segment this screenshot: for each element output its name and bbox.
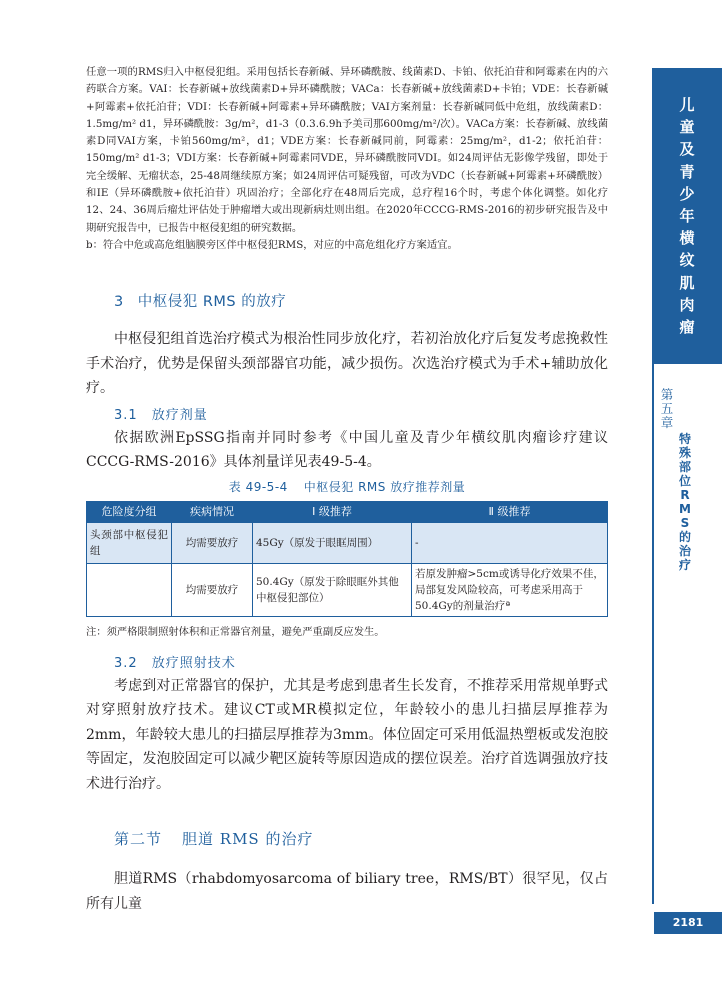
subsection-heading-3-1 — [114, 404, 608, 423]
table-note: 注：须严格限制照射体积和正常器官剂量，避免严重副反应发生。 — [86, 625, 385, 638]
section-heading-biliary — [114, 828, 608, 849]
table-title: 中枢侵犯 RMS 放疗推荐剂量 — [303, 479, 466, 494]
table-row — [87, 522, 608, 563]
subsection-title: 放疗剂量 — [151, 407, 208, 423]
cell-level-2: 若原发肿瘤>5cm或诱导化疗效果不佳，局部复发风险较高，可考虑采用高于50.4Gy的剂量治疗ª — [412, 563, 608, 616]
paragraph-dose: 依据欧洲EpSSG指南并同时参考《中国儿童及青少年横纹肌肉瘤诊疗建议CCCG-RMS-2016》具体剂量详见表49-5-4。 — [86, 429, 608, 471]
page-number: 2181 — [654, 912, 722, 934]
cell-disease: 均需要放疗 — [172, 522, 253, 563]
sidebar-divider — [652, 364, 654, 904]
cell-level-1: 45Gy（原发于眼眶周围） — [253, 522, 412, 563]
subsection-number: 3.1 — [114, 407, 138, 423]
footnote-b: b：符合中危或高危组脑膜旁区伴中枢侵犯RMS，对应的中高危组化疗方案适宜。 — [86, 238, 458, 251]
paragraph-treatment-mode: 中枢侵犯组首选治疗模式为根治性同步放化疗，若初治放化疗后复发考虑挽救性手术治疗，优势是保留头颈部器官功能，减少损伤。次选治疗模式为手术+辅助放化疗。 — [86, 331, 608, 397]
footnote-a: 任意一项的RMS归入中枢侵犯组。采用包括长春新碱、异环磷酰胺、线菌素D、卡铂、依托泊苷和阿霉素在内的六药联合方案。VAI：长春新碱+放线菌素D+异环磷酰胺；VACa：长春新碱+放线菌素D+卡铂；VDE：长春新碱+阿霉素+依托泊苷；VDI：长春新碱+阿霉素+异环磷酰胺；VAI方案剂量：长春新碱同低中危组，放线菌素D：1.5mg/m² d1，异环磷酰胺：3g/m²，d1-3（0.3.6.9h予美司那600mg/m²/次）。VACa方案：长春新碱、放线菌素D同VAI方案，卡铂560mg/m²，d1；VDE方案：长春新碱同前，阿霉素：25mg/m²，d1-2；依托泊苷：150mg/m² d1-3；VDI方案：长春新碱+阿霉素同VDE，异环磷酰胺同VDI。如24周评估无影像学残留，即处于完全缓解、无瘤状态，25-48周继续原方案；如24周评估可疑残留，可改为VDC（长春新碱+阿霉素+环磷酰胺）和IE（异环磷酰胺+依托泊苷）巩固治疗；全部化疗在48周后完成，总疗程16个时，考虑个体化调整。如化疗12、24、36周后瘤灶评估处于肿瘤增大或出现新病灶则出组。在2020年CCCG-RMS-2016的初步研究报告及中期研究报告中，已报告中枢侵犯组的研究数据。 — [86, 66, 608, 234]
subsection-heading-3-2 — [114, 652, 608, 671]
table-row — [87, 563, 608, 616]
chapter-section-title: 胆道 RMS 的治疗 — [182, 830, 314, 849]
chapter-label: 第五章 — [660, 387, 674, 430]
footnotes-block — [86, 64, 608, 254]
chapter-title: 特殊部位RMS的治疗 — [678, 432, 691, 572]
book-title: 儿童及青少年横纹肌肉瘤 — [679, 96, 695, 337]
subsection-number: 3.2 — [114, 655, 138, 671]
section-title: 中枢侵犯 RMS 的放疗 — [137, 294, 287, 311]
table-caption — [86, 478, 608, 495]
section-heading-3 — [114, 290, 608, 311]
sidebar-book-title-tab — [652, 68, 722, 364]
table-header-row — [87, 501, 608, 522]
cell-disease: 均需要放疗 — [172, 563, 253, 616]
cell-risk-group — [87, 563, 172, 616]
cell-level-2: - — [412, 522, 608, 563]
header-level-1: Ⅰ 级推荐 — [253, 501, 412, 522]
page-content — [86, 64, 608, 916]
header-level-2: Ⅱ 级推荐 — [412, 501, 608, 522]
cell-level-1: 50.4Gy（原发于除眼眶外其他中枢侵犯部位） — [253, 563, 412, 616]
paragraph-biliary-intro: 胆道RMS（rhabdomyosarcoma of biliary tree，RMS/BT）很罕见，仅占所有儿童 — [86, 871, 608, 912]
header-disease: 疾病情况 — [172, 501, 253, 522]
header-risk-group: 危险度分组 — [87, 501, 172, 522]
cell-risk-group: 头颈部中枢侵犯组 — [87, 522, 172, 563]
subsection-title: 放疗照射技术 — [151, 655, 236, 671]
table-number: 表 49-5-4 — [228, 479, 288, 494]
section-number: 3 — [114, 294, 124, 311]
paragraph-technique: 考虑到对正常器官的保护，尤其是考虑到患者生长发育，不推荐采用常规单野式对穿照射放疗技术。建议CT或MR模拟定位，年龄较小的患儿扫描层厚推荐为2mm，年龄较大患儿的扫描层厚推荐为3mm。体位固定可采用低温热塑板或发泡胶等固定，发泡胶固定可以减少靶区旋转等原因造成的摆位误差。治疗首选调强放疗技术进行治疗。 — [86, 677, 608, 792]
dose-table — [86, 501, 608, 617]
chapter-section-number: 第二节 — [114, 830, 163, 849]
